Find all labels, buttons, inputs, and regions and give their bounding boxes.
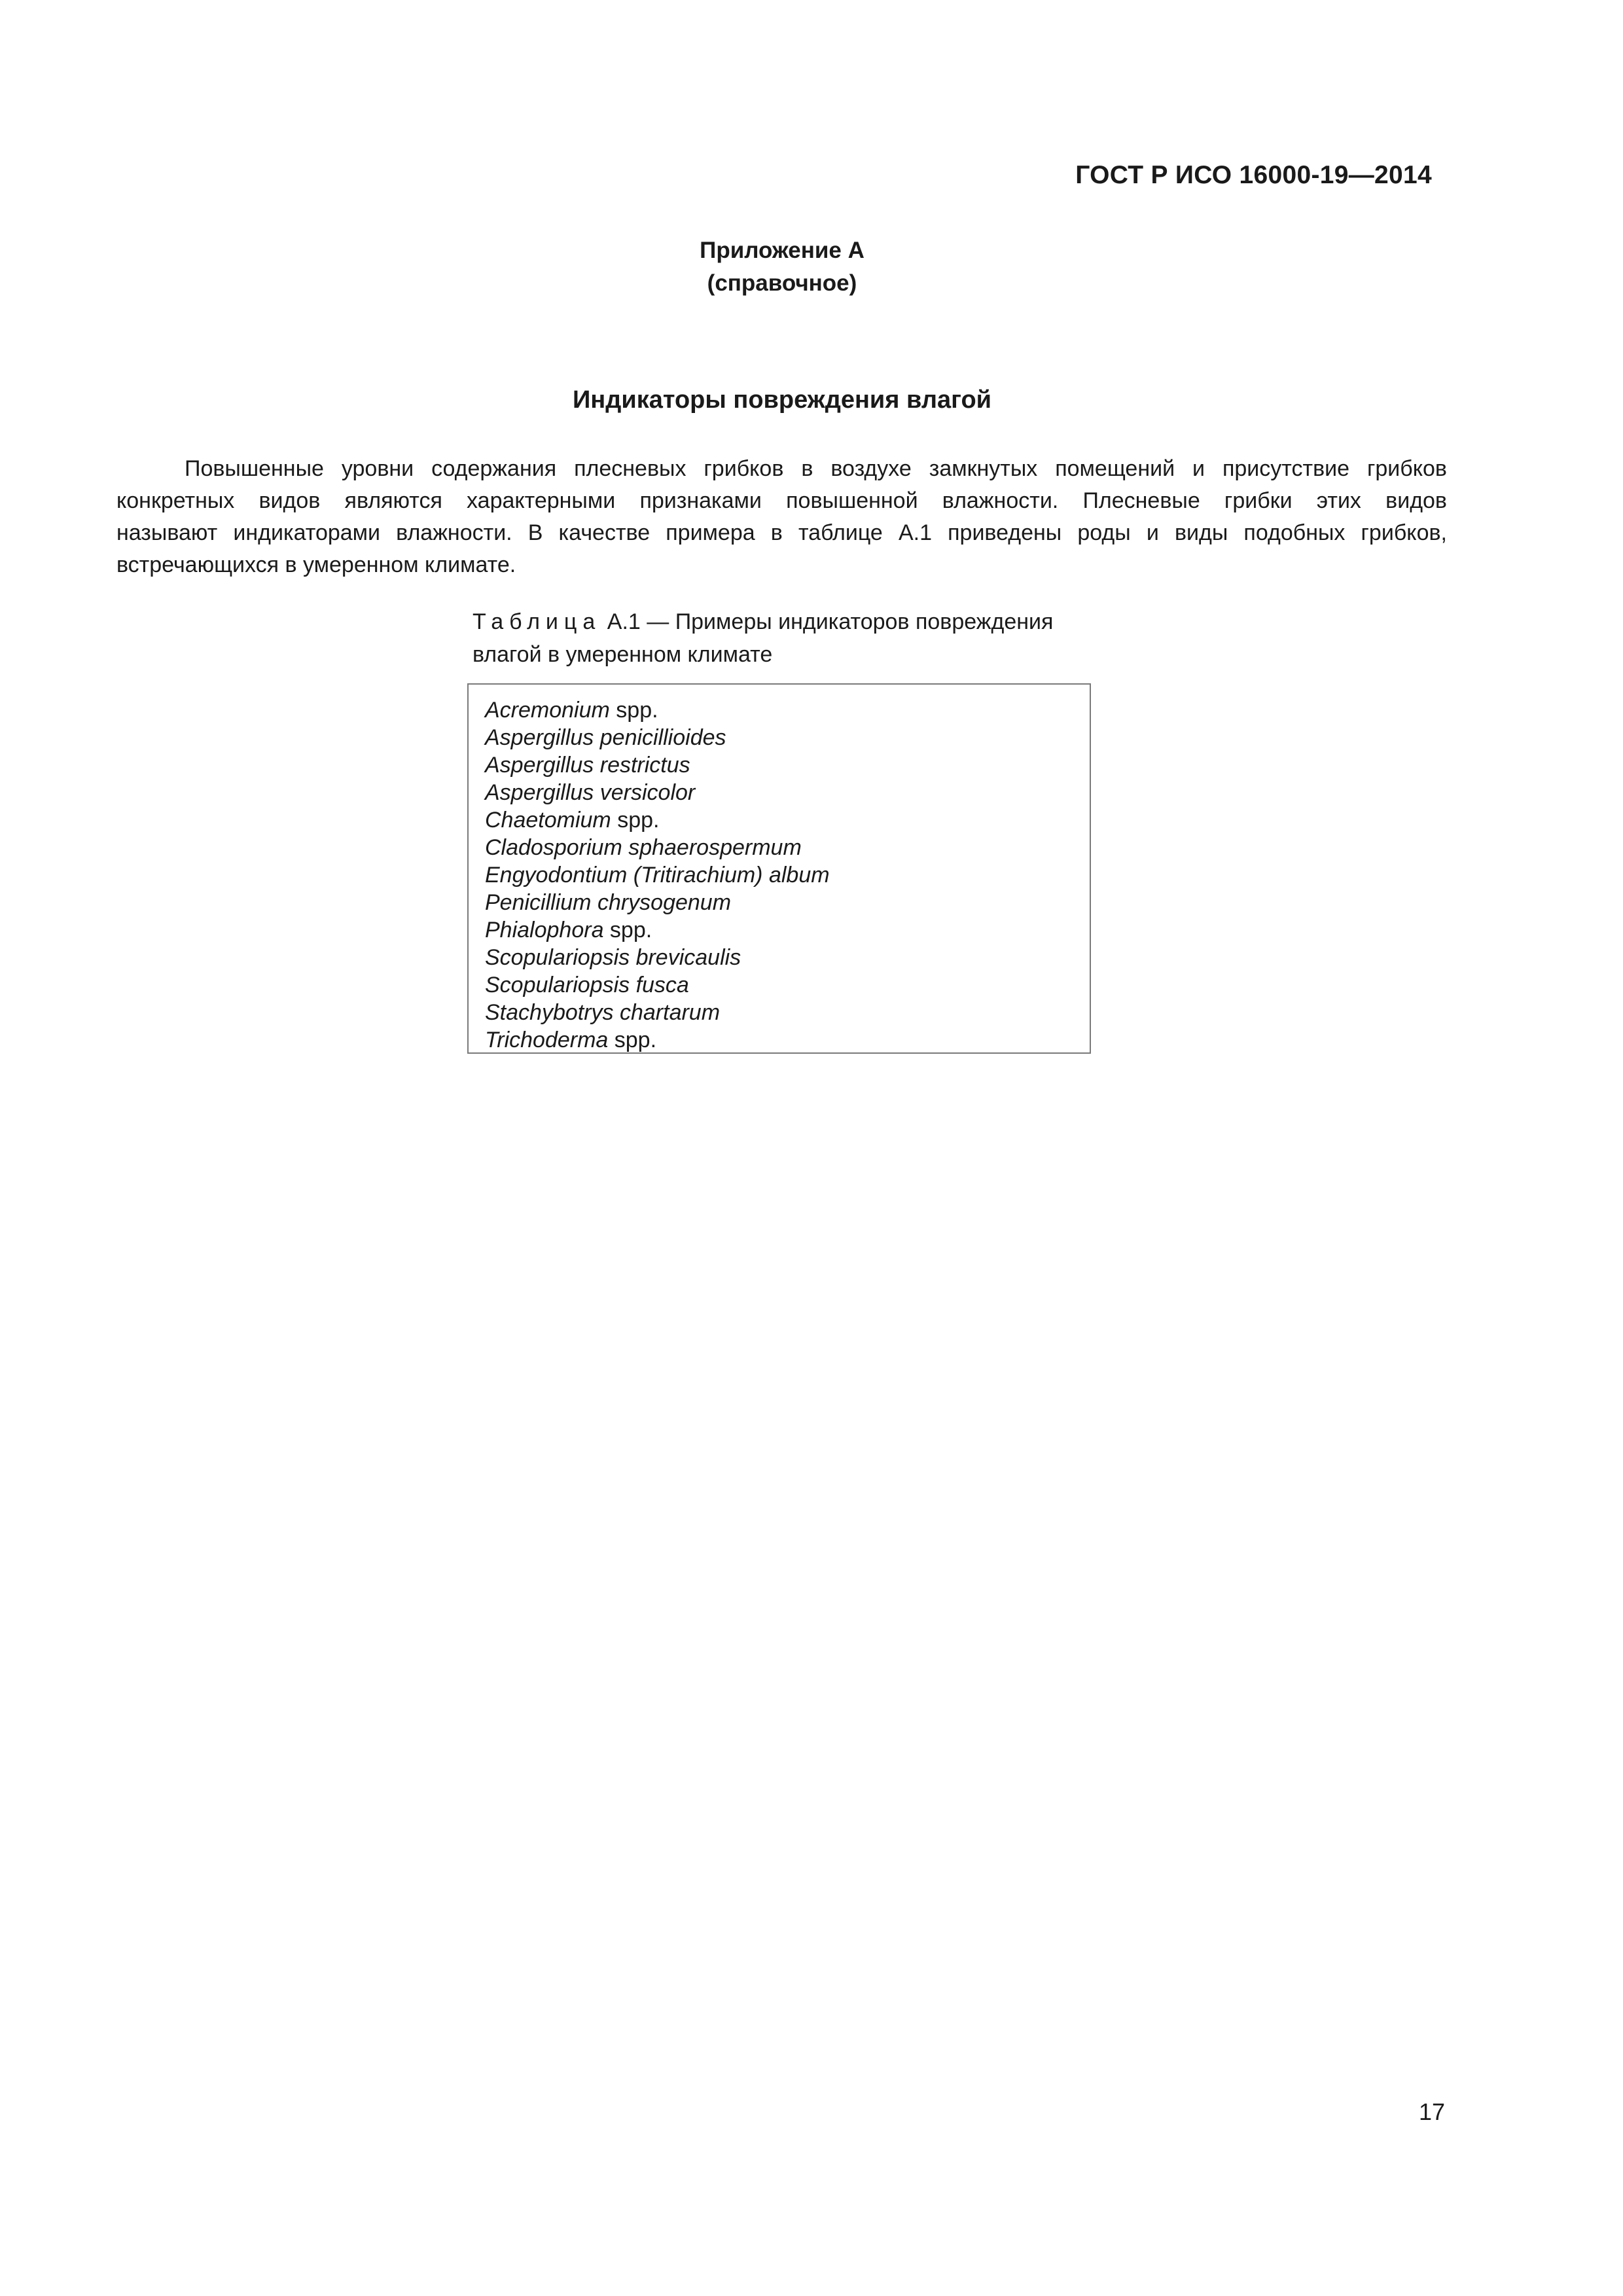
paragraph-line: Повышенные уровни содержания плесневых грибков в воздухе замкнутых помещений и присутствие грибков (185, 456, 1447, 481)
table-row (485, 916, 1090, 944)
species-name: Chaetomium (485, 808, 611, 833)
annex-status: (справочное) (707, 270, 857, 296)
table-row (485, 944, 1090, 971)
paragraph-line: конкретных видов являются характерными признаками повышенной влажности. Плесневые грибки этих видов (116, 488, 1447, 513)
table-row (485, 861, 1090, 889)
annex-heading (0, 234, 1564, 300)
table-caption-line (473, 605, 1053, 638)
annex-title: Приложение А (700, 238, 865, 263)
species-name: Engyodontium (Tritirachium) album (485, 863, 830, 888)
table-row (485, 971, 1090, 999)
species-name: Aspergillus versicolor (485, 780, 696, 805)
species-name: Acremonium (485, 698, 610, 723)
table-row (485, 1026, 1090, 1054)
table-row (485, 751, 1090, 779)
table-caption-label: Таблица (473, 609, 601, 634)
document-code: ГОСТ Р ИСО 16000-19—2014 (1075, 161, 1432, 189)
species-suffix: spp. (608, 1028, 657, 1052)
paragraph-line: встречающихся в умеренном климате. (116, 552, 516, 577)
species-name: Scopulariopsis fusca (485, 973, 689, 997)
table-row (485, 889, 1090, 916)
section-title: Индикаторы повреждения влагой (572, 386, 992, 414)
indicator-list (469, 685, 1090, 1054)
table-row (485, 724, 1090, 751)
page-number: 17 (1418, 2098, 1445, 2125)
species-name: Stachybotrys chartarum (485, 1000, 721, 1025)
species-name: Aspergillus penicillioides (485, 725, 726, 750)
table-row (485, 999, 1090, 1026)
species-name: Scopulariopsis brevicaulis (485, 945, 741, 970)
table-caption-line: влагой в умеренном климате (473, 642, 773, 667)
species-name: Penicillium chrysogenum (485, 890, 732, 915)
table-row (485, 834, 1090, 861)
species-suffix: spp. (611, 808, 660, 833)
table-row (485, 806, 1090, 834)
table-caption-title: — Примеры индикаторов повреждения (647, 609, 1054, 634)
species-suffix: spp. (603, 918, 652, 942)
indicator-table (467, 683, 1091, 1054)
paragraph-line: называют индикаторами влажности. В качестве примера в таблице А.1 приведены роды и виды подобных грибков, (116, 520, 1447, 545)
species-name: Cladosporium sphaerospermum (485, 835, 802, 860)
table-caption (473, 605, 1053, 671)
table-row (485, 696, 1090, 724)
species-name: Aspergillus restrictus (485, 753, 690, 778)
table-row (485, 779, 1090, 806)
body-paragraph (116, 453, 1447, 581)
species-name: Trichoderma (485, 1028, 609, 1052)
species-name: Phialophora (485, 918, 604, 942)
table-caption-number: А.1 (607, 609, 641, 634)
species-suffix: spp. (609, 698, 658, 723)
